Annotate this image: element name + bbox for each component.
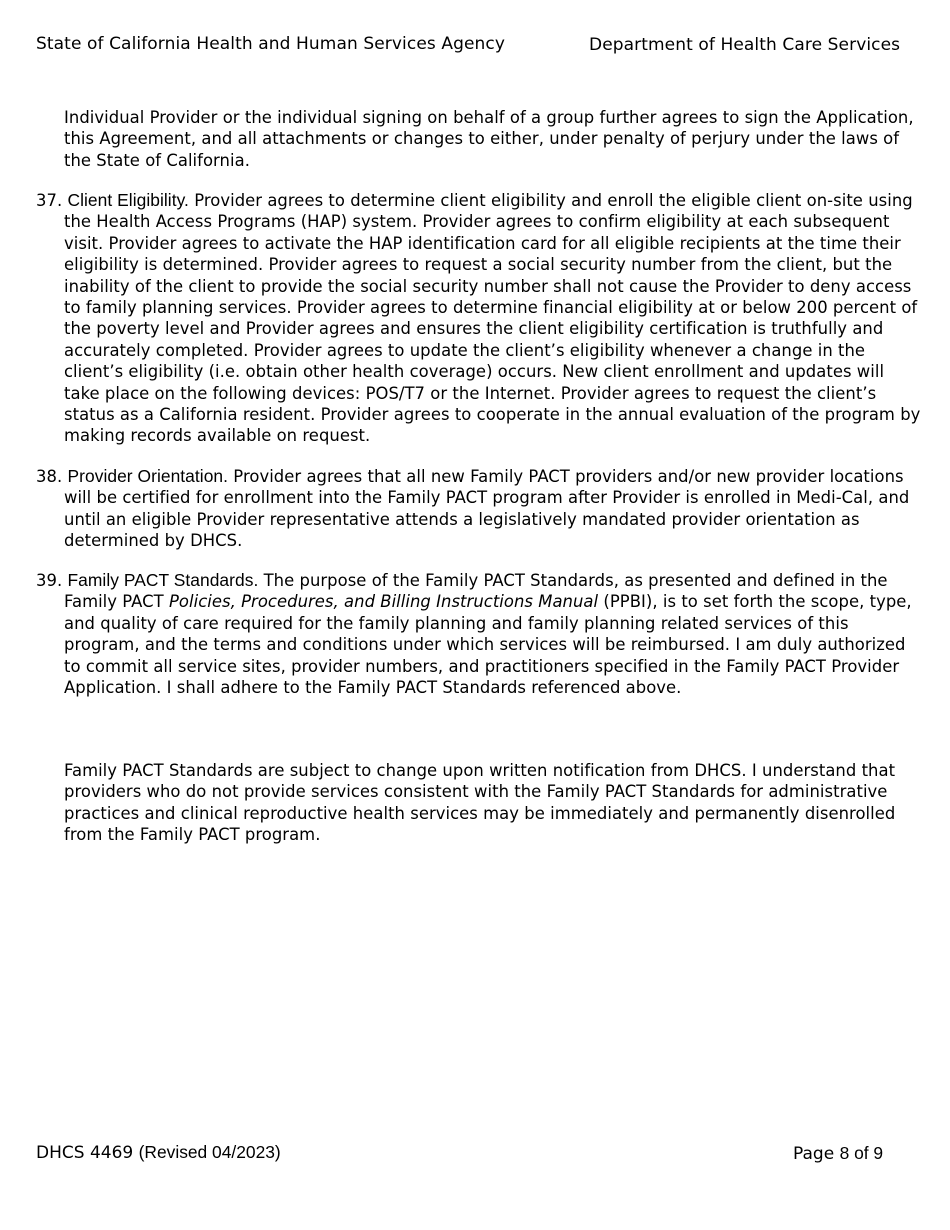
section-37-text: Provider agrees to determine client eligibility and enroll the eligible client on-site using the Health Access Programs (HAP) system. Provider agrees to confirm eligibility at each subsequent visit. Provider agrees to activate the HAP identification card for all eligible recipients at the time their eligibility is determined. Provider agrees to request a social security number from the client, but the inability of the client to provide the social security number shall not cause the Provider to deny access to family planning services. Provider agrees to determine financial eligibility at or below 200 percent of the poverty level and Provider agrees and ensures the client eligibility certification is truthfully and accurately completed. Provider agrees to update the client’s eligibility whenever a change in the client’s eligibility (i.e. obtain other health coverage) occurs. New client enrollment and updates will take place on the following devices: POS/T7 or the Internet. Provider agrees to request the client’s status as a California resident. Provider agrees to cooperate in the annual evaluation of the program by making records available on request.	[64, 191, 921, 446]
section-38	[36, 466, 924, 552]
footer-page-number	[793, 1143, 883, 1164]
header-department: Department of Health Care Services	[589, 35, 901, 55]
closing-paragraph: Family PACT Standards are subject to change upon written notification from DHCS. I understand that providers who do not provide services consistent with the Family PACT Standards for administrative practices and clinical reproductive health services may be immediately and permanently disenrolled from the Family PACT program.	[64, 761, 896, 845]
section-39-manual-title: Policies, Procedures, and Billing Instructions Manual	[168, 592, 599, 612]
section-38-number: 38.	[36, 467, 63, 486]
section-39-title: Family PACT Standards.	[67, 570, 259, 590]
section-39-text-before: The purpose of the Family PACT Standards, as presented and defined in the Family PACT	[64, 571, 888, 612]
section-37	[36, 190, 924, 447]
form-revision: (Revised 04/2023)	[138, 1142, 281, 1162]
footer-form-id	[36, 1142, 281, 1163]
section-39-number: 39.	[36, 571, 63, 590]
page-count: 8 of 9	[839, 1143, 884, 1163]
page-label: Page	[793, 1144, 835, 1164]
section-38-text: Provider agrees that all new Family PACT providers and/or new provider locations will be certified for enrollment into the Family PACT program after Provider is enrolled in Medi-Cal, and until an eligible Provider representative attends a legislatively mandated provider orientation as determined by DHCS.	[64, 467, 910, 551]
form-id: DHCS 4469	[36, 1143, 134, 1163]
section-39-text-after: (PPBI), is to set forth the scope, type, and quality of care required for the family planning and family planning related services of this program, and the terms and conditions under which services will be reimbursed. I am duly authorized to commit all service sites, provider numbers, and practitioners specified in the Family PACT Provider Application. I shall adhere to the Family PACT Standards referenced above.	[64, 592, 912, 698]
header-agency: State of California Health and Human Services Agency	[36, 34, 505, 54]
section-38-title: Provider Orientation.	[67, 466, 229, 486]
intro-paragraph: Individual Provider or the individual signing on behalf of a group further agrees to sign the Application, this Agreement, and all attachments or changes to either, under penalty of perjury under the laws of the State of California.	[64, 108, 914, 170]
section-39	[36, 570, 924, 698]
section-37-number: 37.	[36, 191, 63, 210]
section-37-title: Client Eligibility.	[67, 190, 189, 210]
